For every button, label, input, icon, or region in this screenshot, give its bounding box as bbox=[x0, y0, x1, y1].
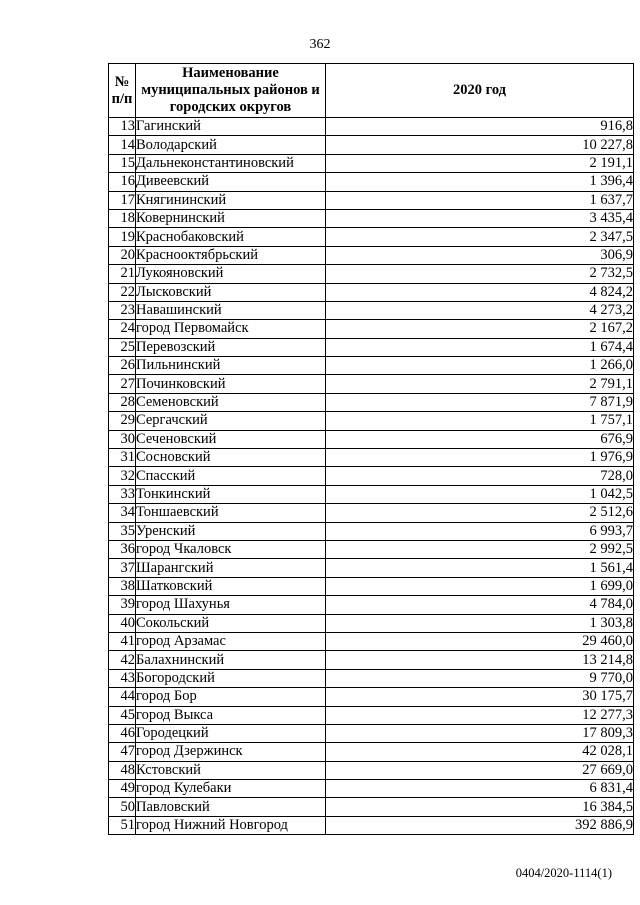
municipality-name: Навашинский bbox=[136, 301, 326, 319]
table-row bbox=[109, 669, 634, 687]
table-row bbox=[109, 540, 634, 558]
municipality-name: Кстовский bbox=[136, 761, 326, 779]
amount-2020: 2 167,2 bbox=[326, 320, 634, 338]
table-row bbox=[109, 118, 634, 136]
amount-2020: 916,8 bbox=[326, 118, 634, 136]
municipality-name: Городецкий bbox=[136, 724, 326, 742]
page-number: 362 bbox=[309, 37, 331, 52]
table-row bbox=[109, 191, 634, 209]
amount-2020: 306,9 bbox=[326, 246, 634, 264]
table-row bbox=[109, 209, 634, 227]
municipality-name: Ковернинский bbox=[136, 209, 326, 227]
amount-2020: 7 871,9 bbox=[326, 393, 634, 411]
municipality-name: Лукояновский bbox=[136, 265, 326, 283]
table-row bbox=[109, 688, 634, 706]
table-row bbox=[109, 320, 634, 338]
header-number: № п/п bbox=[109, 64, 136, 118]
row-number: 36 bbox=[109, 540, 136, 558]
amount-2020: 1 674,4 bbox=[326, 338, 634, 356]
municipality-name: город Чкаловск bbox=[136, 540, 326, 558]
amount-2020: 16 384,5 bbox=[326, 798, 634, 816]
row-number: 35 bbox=[109, 522, 136, 540]
municipality-name: Краснооктябрьский bbox=[136, 246, 326, 264]
municipality-name: Гагинский bbox=[136, 118, 326, 136]
amount-2020: 42 028,1 bbox=[326, 743, 634, 761]
amount-2020: 1 757,1 bbox=[326, 412, 634, 430]
row-number: 16 bbox=[109, 173, 136, 191]
amount-2020: 1 266,0 bbox=[326, 357, 634, 375]
amount-2020: 1 699,0 bbox=[326, 577, 634, 595]
amount-2020: 4 273,2 bbox=[326, 301, 634, 319]
amount-2020: 6 993,7 bbox=[326, 522, 634, 540]
amount-2020: 2 992,5 bbox=[326, 540, 634, 558]
amount-2020: 10 227,8 bbox=[326, 136, 634, 154]
table-row bbox=[109, 632, 634, 650]
row-number: 49 bbox=[109, 780, 136, 798]
table-row bbox=[109, 798, 634, 816]
row-number: 31 bbox=[109, 449, 136, 467]
row-number: 47 bbox=[109, 743, 136, 761]
row-number: 23 bbox=[109, 301, 136, 319]
table-row bbox=[109, 522, 634, 540]
amount-2020: 9 770,0 bbox=[326, 669, 634, 687]
row-number: 32 bbox=[109, 467, 136, 485]
row-number: 43 bbox=[109, 669, 136, 687]
row-number: 37 bbox=[109, 559, 136, 577]
municipality-name: город Выкса bbox=[136, 706, 326, 724]
municipality-name: Лысковский bbox=[136, 283, 326, 301]
row-number: 28 bbox=[109, 393, 136, 411]
table-row bbox=[109, 816, 634, 834]
municipality-name: Шатковский bbox=[136, 577, 326, 595]
municipality-name: город Первомайск bbox=[136, 320, 326, 338]
table-row bbox=[109, 136, 634, 154]
amount-2020: 4 784,0 bbox=[326, 596, 634, 614]
municipality-name: Сокольский bbox=[136, 614, 326, 632]
row-number: 38 bbox=[109, 577, 136, 595]
municipality-name: Богородский bbox=[136, 669, 326, 687]
document-code: 0404/2020-1114(1) bbox=[515, 866, 612, 880]
amount-2020: 1 303,8 bbox=[326, 614, 634, 632]
amount-2020: 12 277,3 bbox=[326, 706, 634, 724]
row-number: 41 bbox=[109, 632, 136, 650]
municipality-name: город Шахунья bbox=[136, 596, 326, 614]
amount-2020: 1 561,4 bbox=[326, 559, 634, 577]
municipality-name: Краснобаковский bbox=[136, 228, 326, 246]
table-header-row bbox=[109, 64, 634, 118]
municipality-name: Володарский bbox=[136, 136, 326, 154]
header-year-2020: 2020 год bbox=[326, 64, 634, 118]
amount-2020: 17 809,3 bbox=[326, 724, 634, 742]
table-row bbox=[109, 228, 634, 246]
row-number: 39 bbox=[109, 596, 136, 614]
municipality-name: Сеченовский bbox=[136, 430, 326, 448]
table-row bbox=[109, 338, 634, 356]
amount-2020: 2 512,6 bbox=[326, 504, 634, 522]
table-row bbox=[109, 761, 634, 779]
municipality-name: Спасский bbox=[136, 467, 326, 485]
row-number: 13 bbox=[109, 118, 136, 136]
table-row bbox=[109, 467, 634, 485]
amount-2020: 13 214,8 bbox=[326, 651, 634, 669]
table-row bbox=[109, 375, 634, 393]
row-number: 46 bbox=[109, 724, 136, 742]
municipality-name: Уренский bbox=[136, 522, 326, 540]
row-number: 25 bbox=[109, 338, 136, 356]
municipality-name: Шарангский bbox=[136, 559, 326, 577]
amount-2020: 2 791,1 bbox=[326, 375, 634, 393]
amount-2020: 676,9 bbox=[326, 430, 634, 448]
table-row bbox=[109, 780, 634, 798]
row-number: 14 bbox=[109, 136, 136, 154]
row-number: 29 bbox=[109, 412, 136, 430]
municipality-name: Тоншаевский bbox=[136, 504, 326, 522]
amount-2020: 3 435,4 bbox=[326, 209, 634, 227]
row-number: 34 bbox=[109, 504, 136, 522]
table-row bbox=[109, 706, 634, 724]
amount-2020: 1 396,4 bbox=[326, 173, 634, 191]
table-row bbox=[109, 449, 634, 467]
row-number: 15 bbox=[109, 154, 136, 172]
municipality-name: город Арзамас bbox=[136, 632, 326, 650]
row-number: 48 bbox=[109, 761, 136, 779]
row-number: 19 bbox=[109, 228, 136, 246]
budget-table bbox=[108, 63, 634, 835]
municipality-name: Перевозский bbox=[136, 338, 326, 356]
table-row bbox=[109, 485, 634, 503]
municipality-name: Пильнинский bbox=[136, 357, 326, 375]
amount-2020: 392 886,9 bbox=[326, 816, 634, 834]
amount-2020: 27 669,0 bbox=[326, 761, 634, 779]
municipality-name: Дивеевский bbox=[136, 173, 326, 191]
row-number: 33 bbox=[109, 485, 136, 503]
municipality-name: Дальнеконстантиновский bbox=[136, 154, 326, 172]
table-row bbox=[109, 651, 634, 669]
row-number: 21 bbox=[109, 265, 136, 283]
row-number: 50 bbox=[109, 798, 136, 816]
table-row bbox=[109, 412, 634, 430]
row-number: 30 bbox=[109, 430, 136, 448]
row-number: 27 bbox=[109, 375, 136, 393]
municipality-name: Сосновский bbox=[136, 449, 326, 467]
row-number: 20 bbox=[109, 246, 136, 264]
municipality-name: город Нижний Новгород bbox=[136, 816, 326, 834]
row-number: 26 bbox=[109, 357, 136, 375]
municipality-name: Сергачский bbox=[136, 412, 326, 430]
table-row bbox=[109, 246, 634, 264]
row-number: 42 bbox=[109, 651, 136, 669]
table-row bbox=[109, 283, 634, 301]
row-number: 40 bbox=[109, 614, 136, 632]
table-row bbox=[109, 357, 634, 375]
municipality-name: город Дзержинск bbox=[136, 743, 326, 761]
row-number: 51 bbox=[109, 816, 136, 834]
municipality-name: Балахнинский bbox=[136, 651, 326, 669]
table-row bbox=[109, 559, 634, 577]
table-row bbox=[109, 614, 634, 632]
amount-2020: 2 732,5 bbox=[326, 265, 634, 283]
amount-2020: 4 824,2 bbox=[326, 283, 634, 301]
municipality-name: Починковский bbox=[136, 375, 326, 393]
amount-2020: 29 460,0 bbox=[326, 632, 634, 650]
municipality-name: Павловский bbox=[136, 798, 326, 816]
table-row bbox=[109, 154, 634, 172]
table-row bbox=[109, 393, 634, 411]
amount-2020: 1 637,7 bbox=[326, 191, 634, 209]
amount-2020: 6 831,4 bbox=[326, 780, 634, 798]
table-row bbox=[109, 596, 634, 614]
table-row bbox=[109, 173, 634, 191]
amount-2020: 728,0 bbox=[326, 467, 634, 485]
municipality-name: Княгининский bbox=[136, 191, 326, 209]
row-number: 22 bbox=[109, 283, 136, 301]
table-body bbox=[109, 118, 634, 835]
municipality-name: Семеновский bbox=[136, 393, 326, 411]
amount-2020: 2 191,1 bbox=[326, 154, 634, 172]
amount-2020: 30 175,7 bbox=[326, 688, 634, 706]
municipality-name: город Бор bbox=[136, 688, 326, 706]
row-number: 17 bbox=[109, 191, 136, 209]
table-row bbox=[109, 743, 634, 761]
row-number: 45 bbox=[109, 706, 136, 724]
table-row bbox=[109, 504, 634, 522]
municipality-name: город Кулебаки bbox=[136, 780, 326, 798]
header-municipality: Наименование муниципальных районов и городских округов bbox=[136, 64, 326, 118]
amount-2020: 1 976,9 bbox=[326, 449, 634, 467]
amount-2020: 1 042,5 bbox=[326, 485, 634, 503]
row-number: 24 bbox=[109, 320, 136, 338]
table-row bbox=[109, 724, 634, 742]
table-row bbox=[109, 577, 634, 595]
row-number: 44 bbox=[109, 688, 136, 706]
table-row bbox=[109, 430, 634, 448]
amount-2020: 2 347,5 bbox=[326, 228, 634, 246]
table-row bbox=[109, 265, 634, 283]
table-row bbox=[109, 301, 634, 319]
row-number: 18 bbox=[109, 209, 136, 227]
municipality-name: Тонкинский bbox=[136, 485, 326, 503]
